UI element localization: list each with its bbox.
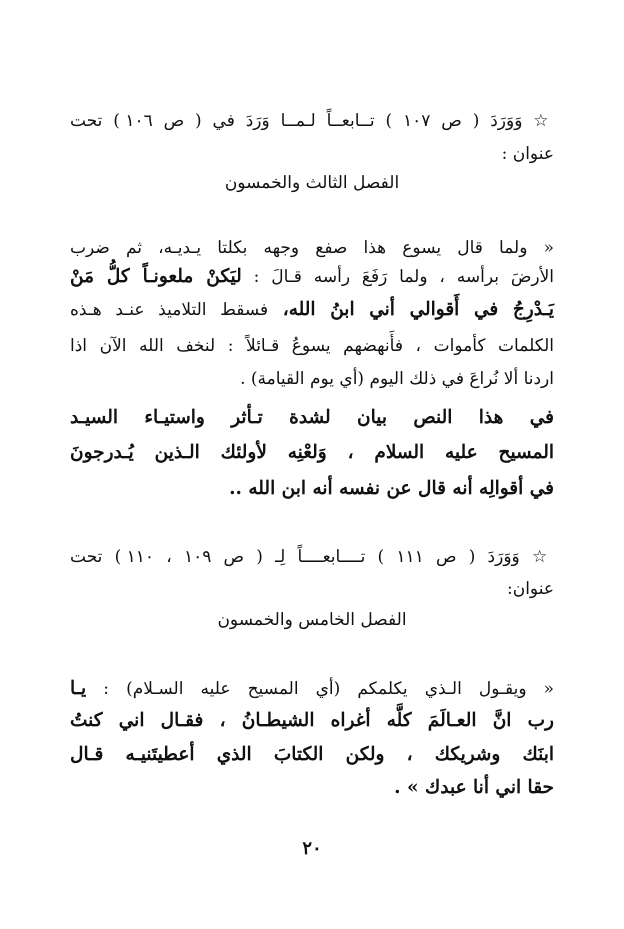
section2-heading-label: عنوان: (507, 579, 554, 599)
quote-text: « ويقـول الـذي يكلمكم (أي المسيح عليه السـلام) : (86, 679, 554, 699)
section1-reference-line: ☆ وَوَرَدَ ( ص ١٠٧ ) تــابعــاً لـمــا وَرَدَ في ( ص ١٠٦ ) تحت (70, 111, 554, 131)
section1-quote-line-5: اردنا ألا نُراعَ في ذلك اليوم (أي يوم القيامة) . (240, 369, 554, 389)
section1-quote-line-1: « ولما قال يسوع هذا صفع وجهه بكلتا يـديـه، ثم ضرب (70, 238, 554, 258)
section1-commentary-line-1: في هذا النص بيان لشدة تـأثر واستيـاء السيـد (70, 407, 554, 428)
section2-quote-line-1 (70, 677, 554, 701)
section2-quote-line-3: ابنَك وشريكك ، ولكن الكتابَ الذي أعطيتَنيـه قـال (70, 744, 554, 765)
section1-chapter-title: الفصل الثالث والخمسون (224, 173, 400, 193)
section1-quote-line-4: الكلمات كأموات ، فأَنهضهم يسوعُ قـائلاً : لنخف الله الآن اذا (70, 336, 554, 356)
section2-quote-line-4: حقا اني أنا عبدك » . (394, 777, 554, 798)
quote-text: الأرضَ برأسه ، ولما رَفَعَ رأسه قـالَ : (241, 267, 554, 287)
quote-emphasis: يـا (70, 678, 87, 699)
section1-commentary-line-2: المسيح عليه السلام ، وَلعْنِه لأولئك الـذين يُـدرجونَ (70, 442, 554, 463)
quote-emphasis: ليَكنْ ملعونـاً كلُّ مَنْ (70, 266, 242, 287)
section1-heading-label: عنوان : (501, 144, 554, 164)
section2-reference-line: ☆ وَوَرَدَ ( ص ١١١ ) تــــابعــــاً لِـ ( ص ١٠٩ ، ١١٠ ) تحت (70, 547, 554, 567)
section2-quote-line-2: رب انَّ العـالَمَ كلَّه أغراه الشيطـانُ ، فقـال اني كنتُ (70, 710, 554, 731)
quote-text: فسقط التلاميذ عنـد هـذه (70, 300, 269, 320)
quote-emphasis: يَـدْرِجُ في أَقوالي أني ابنُ الله، (268, 299, 555, 320)
section1-commentary-line-3: في أقوالِه أنه قال عن نفسه أنه ابن الله .. (229, 478, 554, 499)
section1-quote-line-2 (70, 265, 554, 289)
page-number: ٢٠ (302, 838, 322, 859)
section1-quote-line-3 (70, 298, 554, 322)
section2-chapter-title: الفصل الخامس والخمسون (217, 610, 407, 630)
